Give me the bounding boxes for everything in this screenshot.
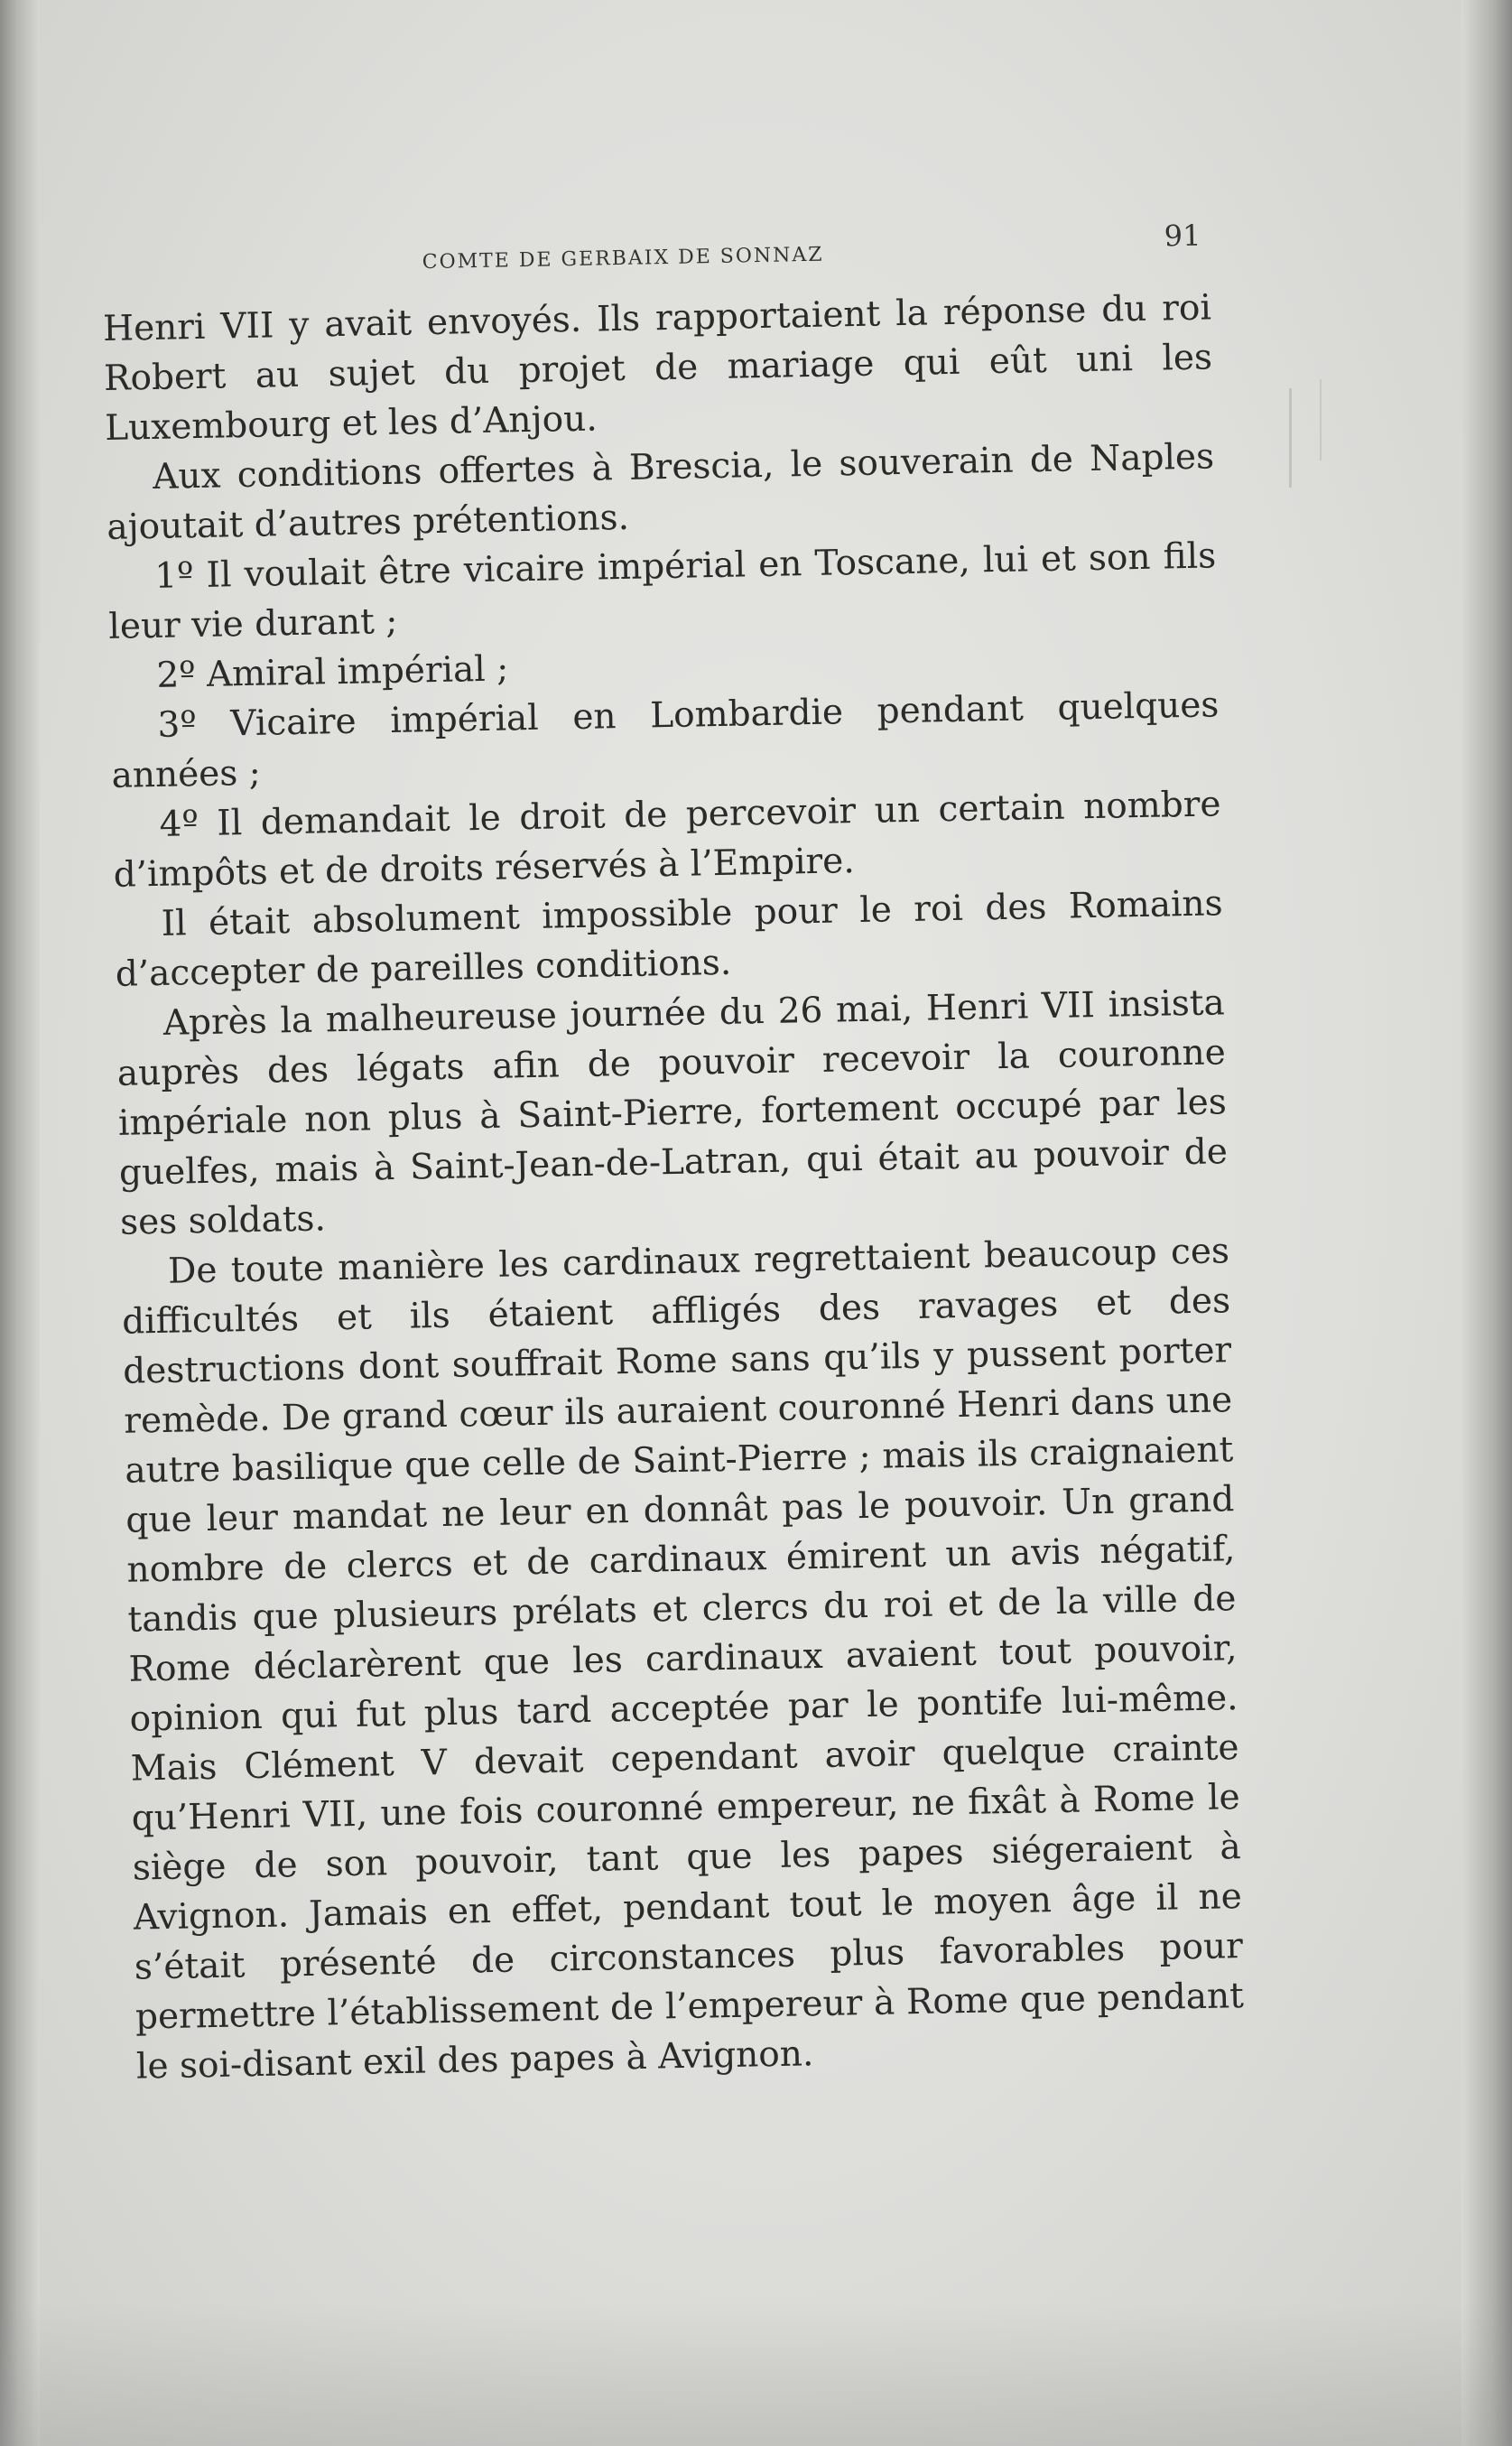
paragraph: De toute manière les cardinaux regrettaient beaucoup ces difficultés et ils étaient affligés des ravages et des destructions dont souffrait Rome sans qu’ils y pussent porter remède. De grand cœur ils auraient couronné Henri dans une autre basilique que celle de Saint-Pierre ; mais ils craignaient que leur mandat ne leur en donnât pas le pouvoir. Un grand nombre de clercs et de cardinaux émirent un avis négatif, tandis que plusieurs prélats et clercs du roi et de la ville de Rome déclarèrent que les cardinaux avaient tout pouvoir, opinion qui fut plus tard acceptée par le pontife lui-même. Mais Clément V devait cependant avoir quelque crainte qu’Henri VII, une fois couronné empereur, ne fixât à Rome le siège de son pouvoir, tant que les papes siégeraient à Avignon. Jamais en effet, pendant tout le moyen âge il ne s’était présenté de circonstances plus favorables pour permettre l’établissement de l’empereur à Rome que pendant le soi-disant exil des papes à Avignon. <box>121 1231 1245 2088</box>
body-text <box>103 283 1246 2091</box>
margin-mark <box>1289 388 1292 488</box>
paragraph: 2º Amiral impérial ; <box>156 648 509 696</box>
page-header <box>101 209 1211 293</box>
paragraph: Il était absolument impossible pour le roi des Romains d’accepter de pareilles conditions. <box>115 883 1223 995</box>
paragraph: Aux conditions offertes à Brescia, le souverain de Naples ajoutait d’autres prétentions. <box>106 436 1215 548</box>
paragraph: Après la malheureuse journée du 26 mai, Henri VII insista auprès des légats afin de pouvoir recevoir la couronne impériale non plus à Saint-Pierre, fortement occupé par les guelfes, mais à Saint-Jean-de-Latran, qui était au pouvoir de ses soldats. <box>116 982 1229 1243</box>
running-head: COMTE DE GERBAIX DE SONNAZ <box>422 243 824 274</box>
page-left-edge-shadow <box>0 0 40 2446</box>
paragraph: 3º Vicaire impérial en Lombardie pendant quelques années ; <box>111 684 1220 796</box>
page-number: 91 <box>1164 218 1201 254</box>
page-content <box>101 209 1245 2091</box>
paragraph: 1º Il voulait être vicaire impérial en Toscane, lui et son fils leur vie durant ; <box>108 535 1217 647</box>
paragraph: Henri VII y avait envoyés. Ils rapportaient la réponse du roi Robert au sujet du projet de mariage qui eût uni les Luxembourg et les d’Anjou. <box>102 287 1213 449</box>
page-bottom-shadow <box>0 2302 1512 2446</box>
margin-mark <box>1320 379 1322 460</box>
page-right-edge-shadow <box>1461 0 1512 2446</box>
paragraph: 4º Il demandait le droit de percevoir un certain nombre d’impôts et de droits réservés à l’Empire. <box>113 784 1221 896</box>
